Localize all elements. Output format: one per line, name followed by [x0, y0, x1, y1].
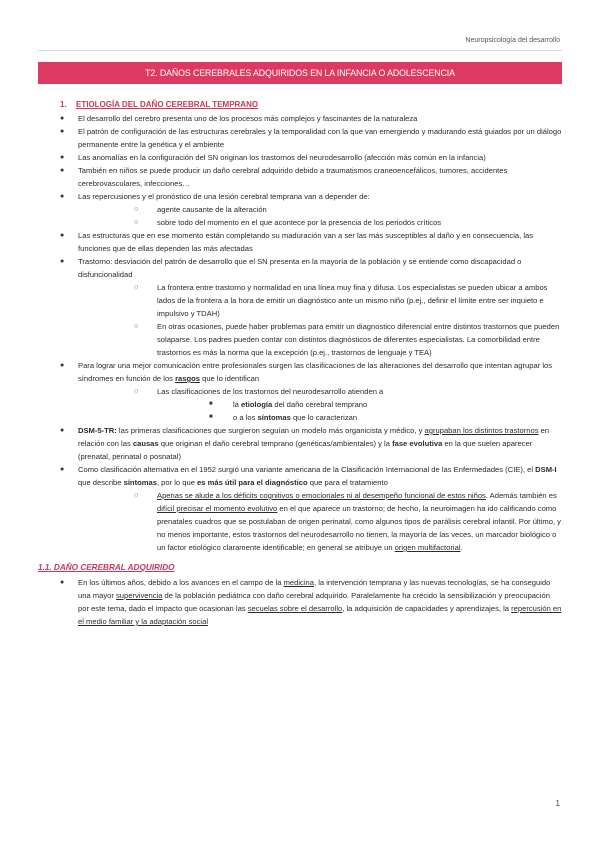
item-text: en el que aparece un trastorno; de hecho, la neuroimagen ha ido calificando como prenatales cuadros que se postulaban de origen perinatal, como algunos tipos de parálisis cerebral infantil. Por último, y no menos importante, estos trastornos del neurodesarrollo no tienen, la mayoría de las veces, un marcador biológico o un factor etiológico claramente identificable; en general se atribuye un [157, 504, 561, 552]
item-text: , por lo que [156, 478, 198, 487]
item-text: que lo identifican [200, 374, 260, 383]
list-item: ● Las anomalías en la configuración del SN originan los trastornos del neurodesarrollo (afección más común en la infancia) [38, 151, 562, 164]
item-underline: repercusión en el medio familiar y la adaptación social [78, 604, 562, 626]
section-number: 1. [60, 100, 67, 109]
list-item: ● Las estructuras que en ese momento están completando su maduración van a ser las más susceptibles al daño y en consecuencia, las funciones que de ellas dependen las más afectadas [38, 229, 562, 255]
sub-list-item: ○ agente causante de la alteración [118, 203, 562, 216]
sub-list-item: ○ En otras ocasiones, puede haber problemas para emitir un diagnostico diferencial entre distintos trastornos que pueden solaparse. Los padres pueden contar con distintos diagnósticos de diferentes especialistas. La comorbilidad entre trastornos es más la norma que la excepción (p.ej., trastornos de lenguaje y TEA) [118, 320, 562, 359]
item-text: en la que suelen aparecer (prenatal, perinatal o posnatal) [78, 439, 533, 461]
item-text: Como clasificación alternativa en el 1952 surgió una variante americana de la Clasificación Internacional de las Enfermedades (CIE), el [78, 465, 536, 474]
list-item [38, 576, 562, 628]
item-emphasis: fase evolutiva [392, 439, 443, 448]
item-text: que para el tratamiento [307, 478, 388, 487]
running-header: Neuropsicología del desarrollo [465, 37, 560, 44]
section-title: ETIOLOGÍA DEL DAÑO CEREBRAL TEMPRANO [76, 100, 259, 109]
document-body [38, 98, 562, 628]
sub-sub-list [157, 398, 562, 424]
item-emphasis: síntomas [257, 413, 291, 422]
list-item [38, 463, 562, 554]
list-item: ● El patrón de configuración de las estructuras cerebrales y la temporalidad con la que van emergiendo y madurando está guiados por un diálogo permanente entre la genética y el ambiente [38, 125, 562, 151]
bullet-list [38, 576, 562, 628]
list-item [38, 190, 562, 229]
list-item [38, 424, 562, 463]
chapter-title-banner: T2. DAÑOS CEREBRALES ADQUIRIDOS EN LA INFANCIA O ADOLESCENCIA [38, 62, 562, 84]
item-underline: supervivencia [116, 591, 163, 600]
sub-list [78, 489, 562, 554]
sub-list [78, 385, 562, 424]
item-text: . [460, 543, 463, 552]
item-underline: secuelas sobre el desarrollo [247, 604, 343, 613]
list-item [38, 255, 562, 359]
item-underline: medicina [283, 578, 314, 587]
list-item: ● También en niños se puede producir un daño cerebral adquirido debido a traumatismos craneoencefálicos, tumores, accidentes cerebrovasculares, infecciones… [38, 164, 562, 190]
item-emphasis: síntomas [123, 478, 157, 487]
item-emphasis: DSM-I [535, 465, 557, 474]
item-text: En los últimos años, debido a los avances en el campo de la [78, 578, 284, 587]
item-emphasis: es más útil para el diagnóstico [197, 478, 308, 487]
sub-list [78, 203, 562, 229]
subsection-title: 1.1. DAÑO CEREBRAL ADQUIRIDO [38, 563, 175, 572]
item-text: Trastorno: desviación del patrón de desarrollo que el SN presenta en la mayoría de la población y se entiende como discapacidad o disfuncionalidad [78, 257, 522, 279]
item-text: del daño cerebral temprano [272, 400, 368, 409]
subsection-heading [38, 561, 562, 574]
item-emphasis: etiología [241, 400, 273, 409]
sub-list-item [118, 385, 562, 424]
item-text: la [233, 400, 242, 409]
item-underline: difícil precisar el momento evolutivo [157, 504, 278, 513]
item-text: que lo caracterizan [290, 413, 358, 422]
item-text: o a los [233, 413, 258, 422]
sub-list-item [118, 489, 562, 554]
sub-list-item: ○ La frontera entre trastorno y normalidad en una línea muy fina y difusa. Los especialistas se pueden ubicar a ambos lados de la frontera a la hora de emitir un diagnóstico ante un mismo niño (p.ej., definir el límite entre ser inquieto e impulsivo y TDAH) [118, 281, 562, 320]
item-text: las primeras clasificaciones que surgieron seguían un modelo más organicista y médico, y [116, 426, 425, 435]
list-item [38, 359, 562, 424]
list-item: ● El desarrollo del cerebro presenta uno de los procesos más complejos y fascinantes de la naturaleza [38, 112, 562, 125]
item-text: , la intervención temprana y las nuevas tecnologías, se ha conseguido una mayor [78, 578, 551, 600]
item-text: , la adquisición de capacidades y aprendizajes, la [342, 604, 512, 613]
item-emphasis: DSM-5-TR: [78, 426, 117, 435]
item-text: de la población pediátrica con daño cerebral adquirido. Paralelamente ha crecido la sensibilización y preocupación por este tema, dado el impacto que ocasionan las [78, 591, 550, 613]
sub-sub-list-item [209, 398, 562, 411]
item-text: que describe [78, 478, 124, 487]
item-emphasis: rasgos [175, 374, 200, 383]
page-number: 1 [555, 799, 560, 808]
item-underline: agrupaban los distintos trastornos [424, 426, 539, 435]
item-text: en relación con las [78, 426, 550, 448]
bullet-list [38, 112, 562, 554]
item-emphasis: causas [132, 439, 159, 448]
item-text: . Además también es [485, 491, 557, 500]
item-underline: origen multifactorial [394, 543, 461, 552]
item-text: Las clasificaciones de los trastornos del neurodesarrollo atienden a [157, 387, 384, 396]
item-text: que originan el daño cerebral temprano (genéticas/ambientales) y la [158, 439, 393, 448]
sub-list-item: ○ sobre todo del momento en el que acontece por la presencia de los periodos críticos [118, 216, 562, 229]
section-heading [60, 98, 562, 111]
header-divider [38, 50, 562, 51]
sub-sub-list-item [209, 411, 562, 424]
item-text: Para lograr una mejor comunicación entre profesionales surgen las clasificaciones de las alteraciones del desarrollo que intentan agrupar los síndromes en función de los [78, 361, 553, 383]
item-text: Las repercusiones y el pronóstico de una lesión cerebral temprana van a depender de: [78, 192, 370, 201]
sub-list [78, 281, 562, 359]
item-underline: Apenas se alude a los déficits cognitivos o emocionales ni al desempeño funcional de estos niños [157, 491, 486, 500]
